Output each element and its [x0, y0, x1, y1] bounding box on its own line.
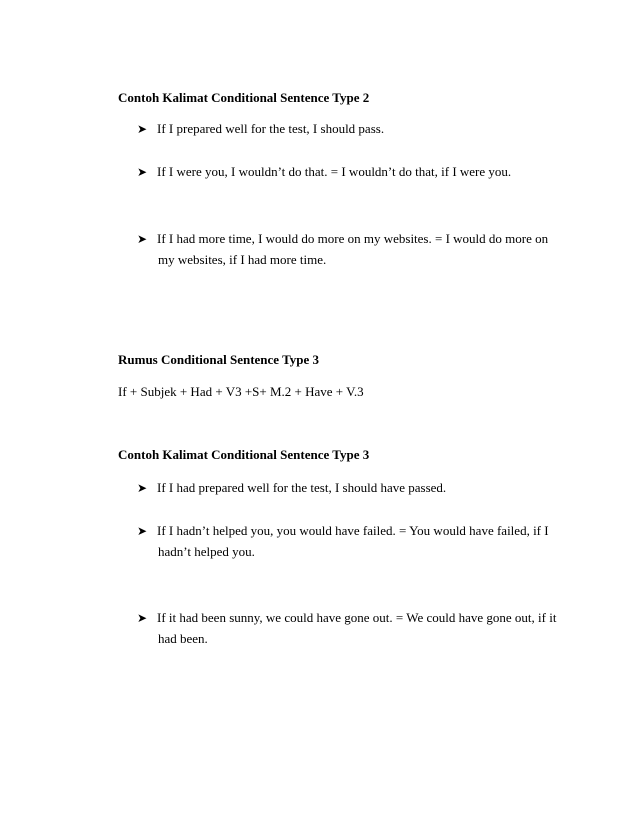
list-item-continuation: had been. — [158, 631, 208, 646]
list-item — [137, 609, 556, 627]
arrowhead-bullet-icon: ➤ — [137, 165, 148, 179]
list-item — [137, 120, 384, 138]
list-item — [137, 522, 549, 540]
list-item-text: If I hadn’t helped you, you would have failed. = You would have failed, if I — [157, 523, 549, 538]
list-item-continuation: hadn’t helped you. — [158, 544, 255, 559]
list-item — [137, 230, 548, 248]
arrowhead-bullet-icon: ➤ — [137, 122, 148, 136]
arrowhead-bullet-icon: ➤ — [137, 524, 148, 538]
list-item-text: If it had been sunny, we could have gone out. = We could have gone out, if it — [157, 610, 557, 625]
formula-text: If + Subjek + Had + V3 +S+ M.2 + Have + V.3 — [118, 384, 364, 399]
list-item-text: If I had more time, I would do more on my websites. = I would do more on — [157, 231, 549, 246]
arrowhead-bullet-icon: ➤ — [137, 232, 148, 246]
section-heading-type2-examples: Contoh Kalimat Conditional Sentence Type 2 — [118, 90, 370, 105]
section-heading-type3-formula: Rumus Conditional Sentence Type 3 — [118, 352, 320, 367]
section-heading-type3-examples: Contoh Kalimat Conditional Sentence Type 3 — [118, 447, 370, 462]
list-item-text: If I were you, I wouldn’t do that. = I wouldn’t do that, if I were you. — [157, 164, 512, 179]
list-item-text: If I had prepared well for the test, I should have passed. — [157, 480, 447, 495]
list-item-continuation: my websites, if I had more time. — [158, 252, 327, 267]
arrowhead-bullet-icon: ➤ — [137, 611, 148, 625]
list-item-text: If I prepared well for the test, I should pass. — [157, 121, 385, 136]
list-item — [137, 163, 511, 181]
list-item — [137, 479, 446, 497]
arrowhead-bullet-icon: ➤ — [137, 481, 148, 495]
